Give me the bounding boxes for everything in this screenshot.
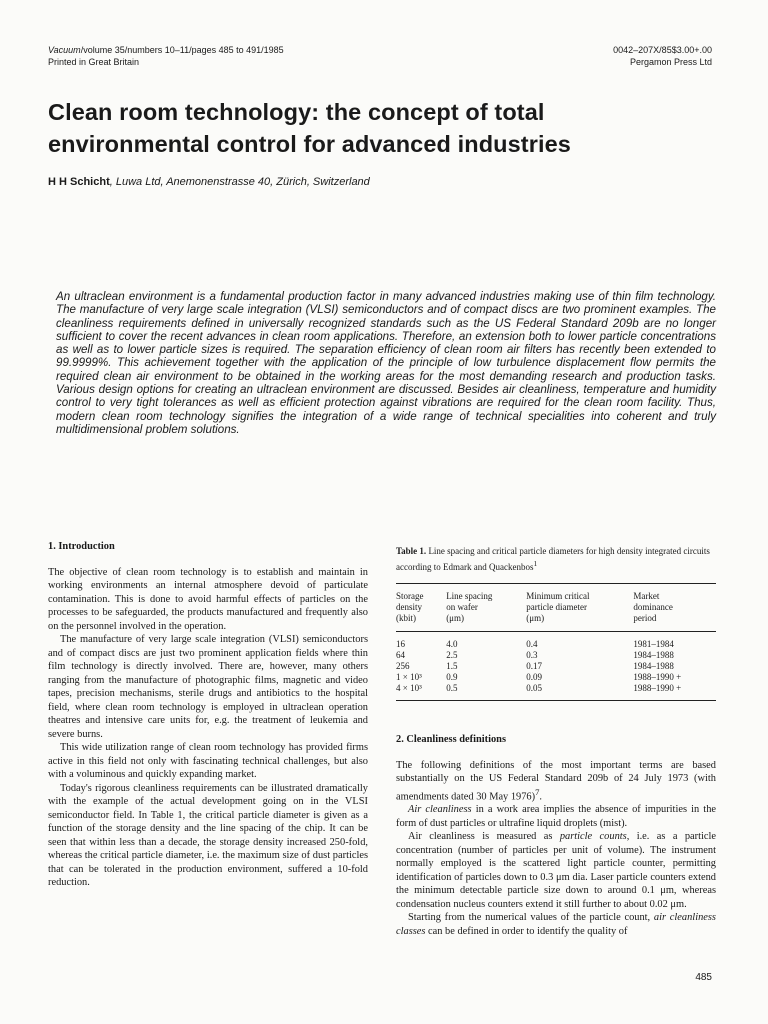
table-1-caption <box>396 546 716 573</box>
header-text: particle diameter <box>526 602 587 612</box>
definitions-paragraph-4 <box>396 911 716 938</box>
table-row <box>396 650 716 661</box>
header-text: (μm) <box>526 613 545 623</box>
intro-paragraph-3: This wide utilization range of clean room technology has provided firms active in this field not only with fascinating technical challenges, but also with a voluminous and quickly expanding market. <box>48 742 368 780</box>
left-column <box>48 540 368 890</box>
header-line-spacing <box>446 584 526 632</box>
term-air-cleanliness: Air cleanliness <box>408 804 472 816</box>
header-text: density <box>396 602 422 612</box>
table-cell: 64 <box>396 650 405 660</box>
publisher-info <box>613 44 712 68</box>
definitions-p3-a: Air cleanliness is measured as <box>408 831 560 843</box>
table-row <box>396 672 716 683</box>
definitions-p1-ref: 7 <box>535 786 540 797</box>
table-cell: 1984–1988 <box>633 650 674 660</box>
journal-citation-line <box>48 44 284 56</box>
header-text: Minimum critical <box>526 591 590 601</box>
header-text: period <box>633 613 657 623</box>
table-cell: 1984–1988 <box>633 661 674 671</box>
author-line <box>48 176 370 188</box>
header-text: Storage <box>396 591 424 601</box>
section-heading-introduction: 1. Introduction <box>48 541 115 552</box>
table-1-caption-text: Line spacing and critical particle diameters for high density integrated circuits according to Edmark and Quackenbos <box>396 546 710 572</box>
definitions-paragraph-2 <box>396 803 716 830</box>
table-header-row <box>396 584 716 632</box>
header-text: Market <box>633 591 660 601</box>
title-line-2: environmental control for advanced industries <box>48 131 571 157</box>
article-code: 0042–207X/85$3.00+.00 <box>613 45 712 55</box>
table-cell: 2.5 <box>446 650 458 660</box>
table-cell: 0.09 <box>526 672 542 682</box>
table-1 <box>396 583 716 701</box>
table-cell: 256 <box>396 661 410 671</box>
header-text: on wafer <box>446 602 478 612</box>
header-text: dominance <box>633 602 673 612</box>
table-cell: 1988–1990 + <box>633 683 682 693</box>
page-number: 485 <box>695 972 712 983</box>
table-cell: 0.5 <box>446 683 458 693</box>
table-row <box>396 661 716 672</box>
header-storage-density <box>396 584 446 632</box>
author-name: H H Schicht <box>48 176 110 188</box>
table-cell: 0.9 <box>446 672 458 682</box>
header-critical-particle-diameter <box>526 584 633 632</box>
publisher-name: Pergamon Press Ltd <box>629 57 712 67</box>
definitions-p1-text: The following definitions of the most important terms are based substantially on the US Federal Standard 209b of 24 July 1973 (with amendments dated 30 May 1976) <box>396 759 716 802</box>
table-cell: 0.17 <box>526 661 542 671</box>
journal-name: Vacuum <box>48 45 81 55</box>
table-row <box>396 683 716 701</box>
article-title <box>48 96 728 160</box>
table-cell: 1981–1984 <box>633 639 674 649</box>
abstract: An ultraclean environment is a fundamental production factor in many advanced industries making use of thin film technology. The manufacture of very large scale integration (VLSI) semiconductors and of compact discs are two prominent examples. The cleanliness requirements defined in universally recognized standards such as the US Federal Standard 209b are no longer sufficient to cover the recent advances in clean room applications. Therefore, an extension both to lower particle concentrations as well as to lower particle sizes is required. The separation efficiency of clean room air filters has recently been extended to 99.9999%. This achievement together with the application of the principle of low turbulence displacement flow permits the required clean air environment to be obtained in the working areas for the most demanding research and production tasks. Various design options for creating an ultraclean environment are discussed. Besides air cleanliness, temperature and humidity control to very tight tolerances as well as efficient protection against vibrations are required for the clean room facility. Thus, modern clean room technology signifies the integration of a wide range of technical specialities into coherent and truly multidimensional problem solutions. <box>56 290 716 436</box>
header-market-dominance <box>633 584 716 632</box>
table-cell: 4 × 10³ <box>396 683 422 693</box>
table-cell: 1 × 10³ <box>396 672 422 682</box>
table-1-label: Table 1. <box>396 546 427 556</box>
printed-in: Printed in Great Britain <box>48 57 140 67</box>
header-text: Line spacing <box>446 591 493 601</box>
table-cell: 16 <box>396 639 405 649</box>
term-air-cleanliness-classes: air cleanliness classes <box>396 912 716 937</box>
table-cell: 0.4 <box>526 639 538 649</box>
table-cell: 0.3 <box>526 650 538 660</box>
table-1-caption-ref: 1 <box>533 558 538 568</box>
citation-details: /volume 35/numbers 10–11/pages 485 to 491/1985 <box>80 45 284 55</box>
table-cell: 1988–1990 + <box>633 672 682 682</box>
definitions-p3-b: , i.e. as a particle concentration (number of particles per unit of volume). The instrument normally employed is the scattered light particle counter, permitting identification of particles down to 0.3 μm dia. Laser particle counters extend the minimum detectable particle size down to around 0.1 μm, whereas condensation nucleus counters extend it still further to about 0.02 μm. <box>396 831 717 910</box>
header-text: (kbit) <box>396 613 416 623</box>
table-row <box>396 632 716 651</box>
intro-paragraph-2: The manufacture of very large scale integration (VLSI) semiconductors and of compact discs are just two prominent application fields where thin film technology is directly involved. There are, however, many others ranging from the manufacture of photographic films, magnetic and video tapes, precision mechanisms, sterile drugs and antibiotics to the hospital field, where clean room technology is employed in ultraclean operation theatres and intensive care units for, e.g. the treatment of leukemia and severe burns. <box>48 634 368 740</box>
term-particle-counts: particle counts <box>559 831 627 843</box>
definitions-p4-b: can be defined in order to identify the quality of <box>425 925 628 937</box>
section-heading-definitions: 2. Cleanliness definitions <box>396 734 506 745</box>
table-cell: 1.5 <box>446 661 458 671</box>
intro-paragraph-4: Today's rigorous cleanliness requirements can be illustrated dramatically with the example of the actual development going on in the VLSI semiconductor field. In Table 1, the critical particle diameter is given as a function of the storage density and the line spacing of the chip. It can be seen that within less than a decade, the storage density increased 250-fold, whereas the critical particle diameter, i.e. the maximum size of dust particles that can be tolerated in the production environment, suffered a 10-fold reduction. <box>48 782 368 888</box>
intro-paragraph-1: The objective of clean room technology is to establish and maintain in working environments an internal atmosphere devoid of particulate contamination. This is done to avoid harmful effects of particles on the processes to be safeguarded, the products manufactured and frequently also on the personnel involved in the operation. <box>48 566 368 632</box>
right-column <box>396 540 716 938</box>
journal-citation <box>48 44 284 68</box>
definitions-p2-text: in a work area implies the absence of impurities in the form of dust particles or ultrafine liquid droplets (mist). <box>396 804 717 829</box>
definitions-paragraph-3 <box>396 830 716 911</box>
definitions-p4-a: Starting from the numerical values of the particle count, <box>408 912 654 924</box>
definitions-paragraph-1: The following definitions of the most important terms are based substantially on the US Federal Standard 209b of 24 July 1973 (with amendments dated 30 May 1976)$^7$. <box>396 759 716 802</box>
title-line-1: Clean room technology: the concept of total <box>48 99 545 125</box>
header-text: (μm) <box>446 613 465 623</box>
author-affiliation: , Luwa Ltd, Anemonenstrasse 40, Zürich, Switzerland <box>109 176 370 188</box>
table-cell: 0.05 <box>526 683 542 693</box>
table-cell: 4.0 <box>446 639 458 649</box>
